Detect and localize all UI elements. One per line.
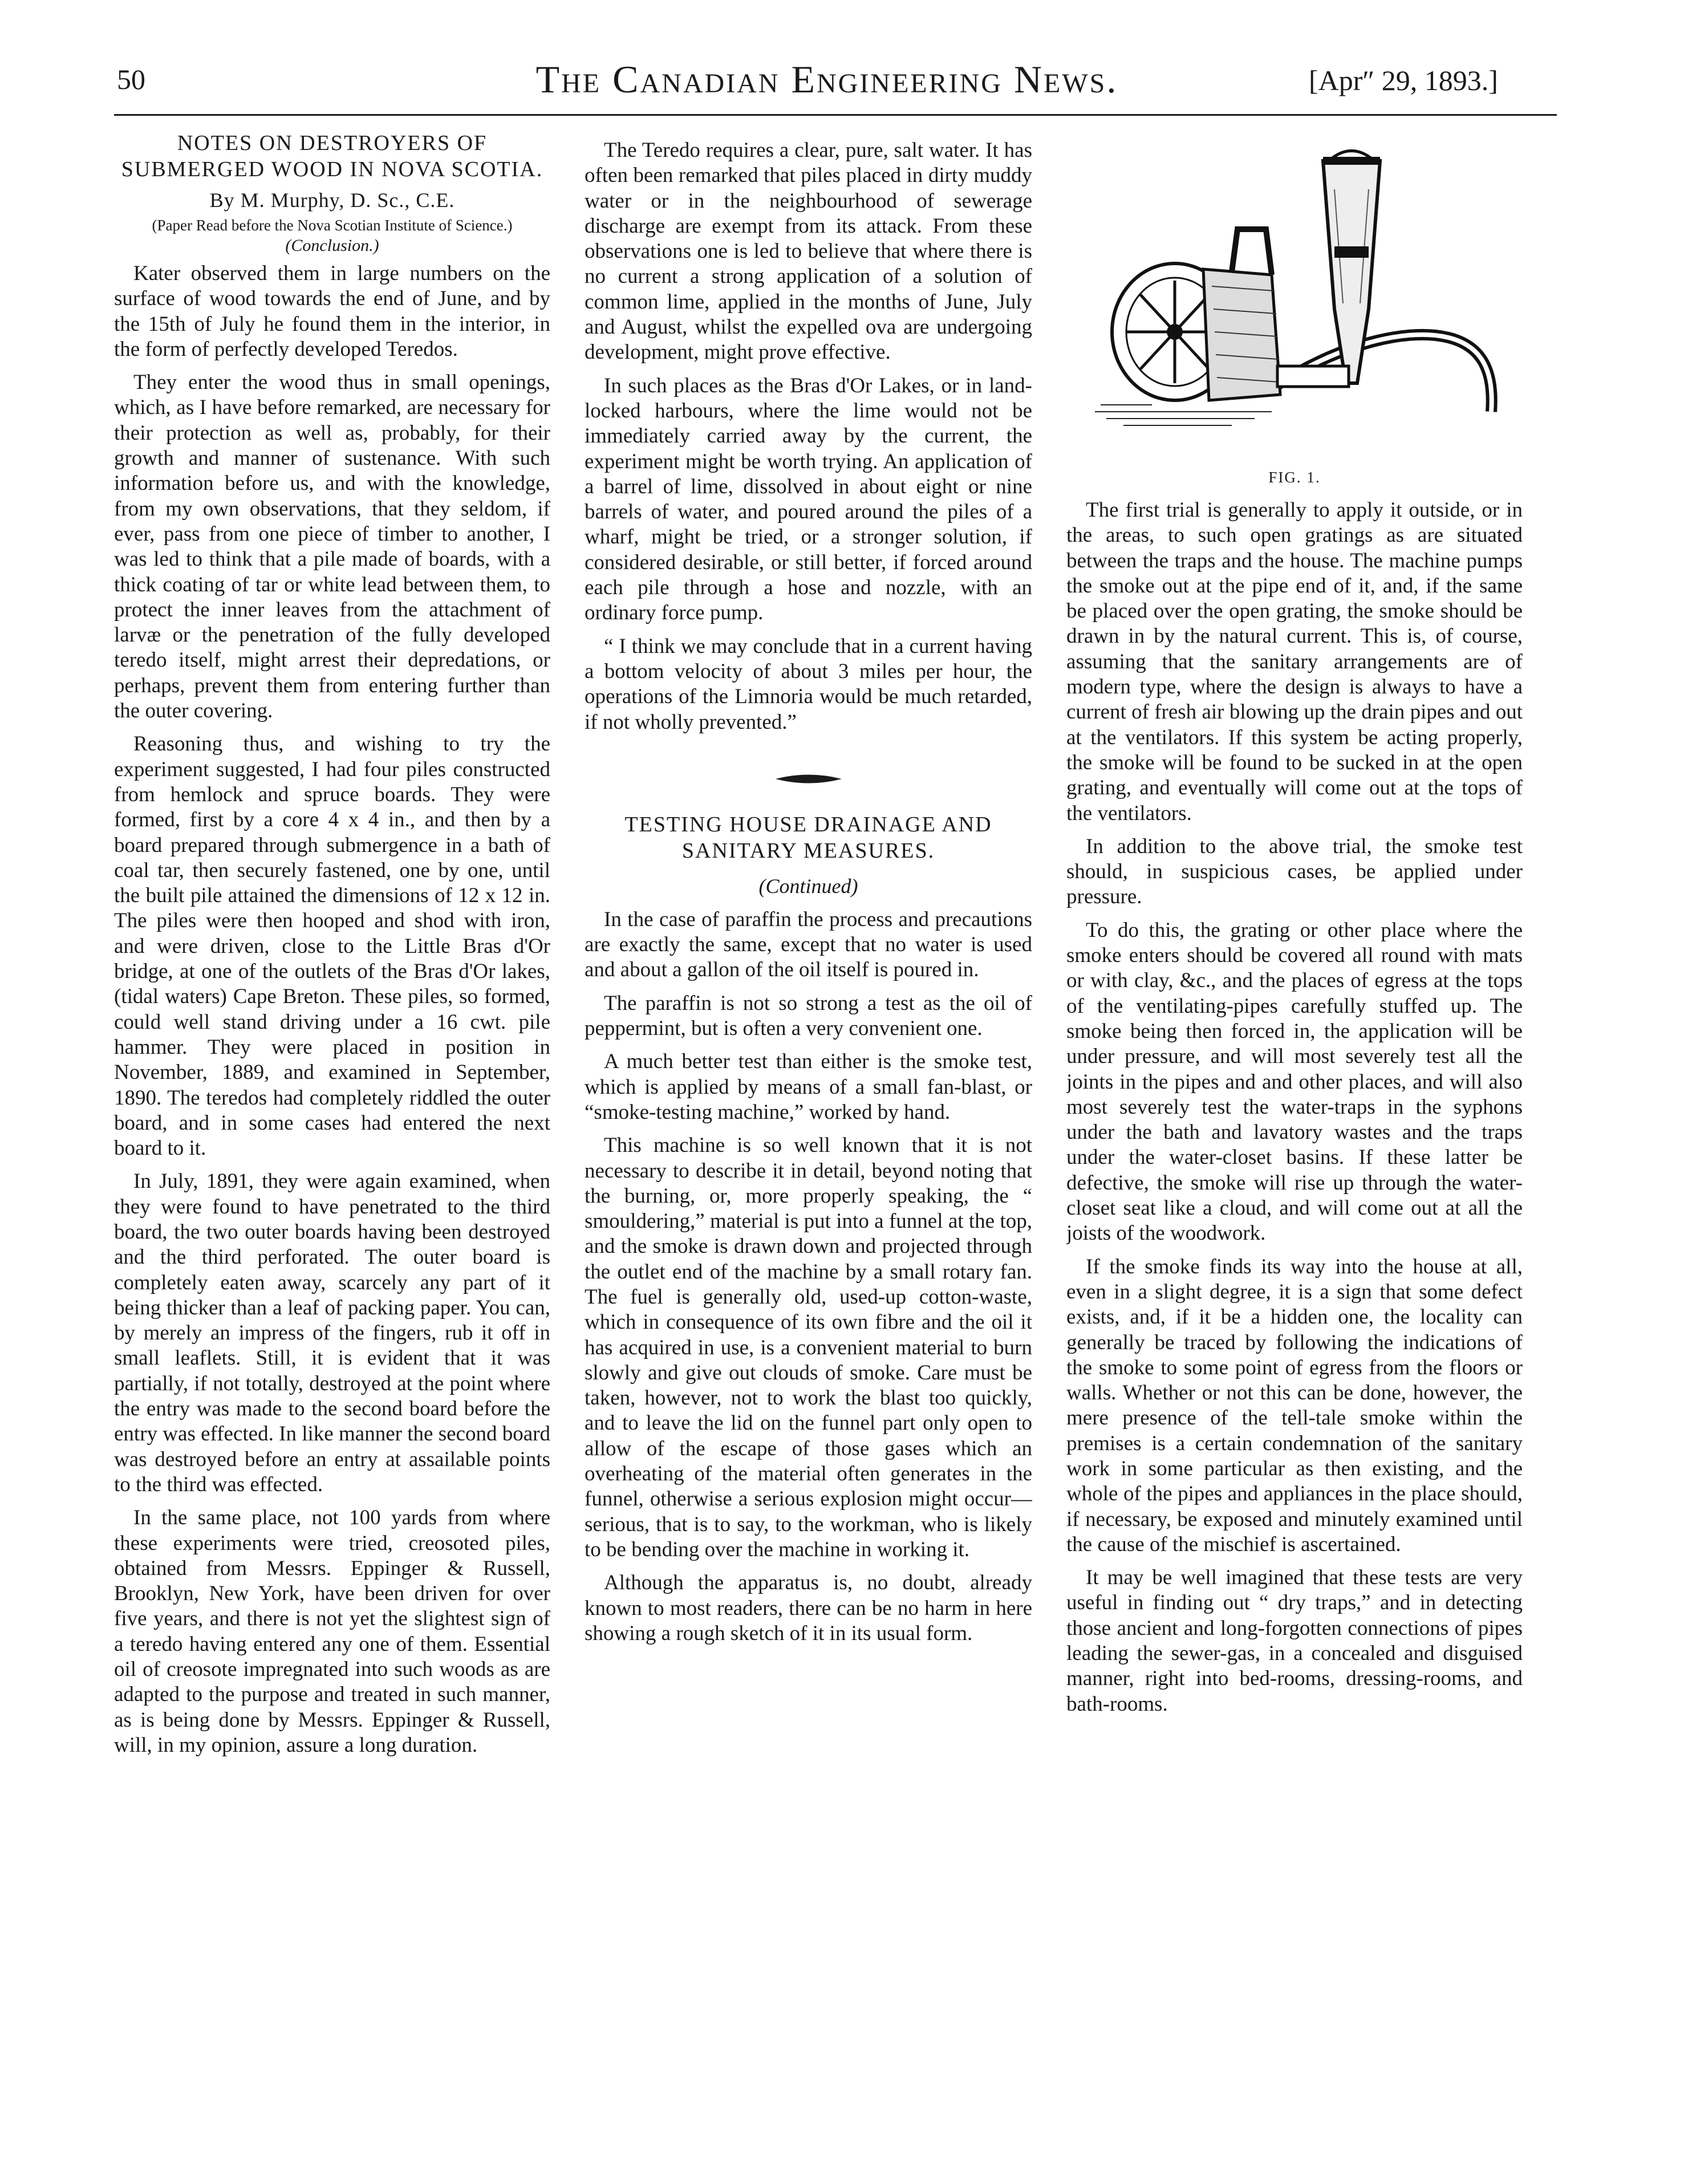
- paragraph: In July, 1891, they were again examined, when they were found to have penetrated to the third board, the two outer boards having been destroyed and the third perforated. The outer board is completely eaten away, scarcely any part of it being thicker than a leaf of packing paper. You can, by merely an impress of the fingers, rub it off in small leaflets. Still, it is evident that it was partially, if not totally, destroyed at the point where the entry was made to the second board before the entry was effected. In like manner the second board was destroyed before an entry at assailable points to the third was effected.: [114, 1170, 550, 1496]
- paragraph: They enter the wood thus in small openings, which, as I have before remarked, are necessary for their protection as well as, probably, for their growth and manner of sustenance. With such information before us, and with the knowledge, from my own observations, that they seldom, if ever, pass from one piece of timber to another, I was led to think that a pile made of boards, with a thick coating of tar or white lead between them, to protect the inner leaves from the attachment of larvæ or the penetration of the fully developed teredo itself, might arrest their depredations, or perhaps, prevent them from entering further than the outer covering.: [114, 371, 550, 723]
- paragraph: The Teredo requires a clear, pure, salt water. It has often been remarked that piles placed in dirty muddy water or in the neighbourhood of sewerage discharge are exempt from its attack. From these observations one is led to believe that where there is no current a strong application of a solution of common lime, applied in the months of June, July and August, whilst the expelled ova are undergoing development, might prove effective.: [585, 139, 1032, 364]
- paragraph: To do this, the grating or other place where the smoke enters should be covered all round with mats or with clay, &c., and the places of egress at the tops of the ventilating-pipes carefully stuffed up. The smoke being then forced in, the application will be under pressure, and will most severely test all the joints in the pipes and and other places, and will also most severely test the water-traps in the syphons under the bath and lavatory wastes and the traps under the water-closet basins. If these latter be defective, the smoke will rise up through the water-closet seat like a cloud, and will come out at all the joists of the woodwork.: [1066, 918, 1523, 1245]
- article-title: NOTES ON DESTROYERS OF SUBMERGED WOOD IN NOVA SCOTIA.: [121, 131, 543, 181]
- paragraph: In addition to the above trial, the smoke test should, in suspicious cases, be applied under pressure.: [1066, 834, 1523, 909]
- paragraph: This machine is so well known that it is not necessary to describe it in detail, beyond noting that the burning, or, more properly speaking, the “ smouldering,” material is put into a funnel at the top, and the smoke is drawn down and projected through the outlet end of the machine by a small rotary fan. The fuel is generally old, used-up cotton-waste, which in consequence of its own fibre and the oil it has acquired in use, is a convenient material to burn slowly and give out clouds of smoke. Care must be taken, however, not to work the blast too quickly, and to leave the lid on the funnel part only open to allow of the escape of those gases which an overheating of the material often generates in the funnel, otherwise a serious explosion might occur—serious, that is to say, to the workman, who is likely to be bending over the machine in working it.: [585, 1134, 1032, 1561]
- page-number: 50: [117, 63, 145, 95]
- paragraph: The paraffin is not so strong a test as the oil of peppermint, but is often a very convenient one.: [585, 991, 1032, 1041]
- paragraph: It may be well imagined that these tests are very useful in finding out “ dry traps,” and in detecting those ancient and long-forgotten connections of pipes leading the sewer-gas, in a concealed and disguised manner, right into bed-rooms, dressing-rooms, and bath-rooms.: [1066, 1566, 1523, 1716]
- article-source-note: (Paper Read before the Nova Scotian Institute of Science.): [152, 217, 513, 234]
- paragraph: In such places as the Bras d'Or Lakes, or in land-locked harbours, where the lime would not be immediately carried away by the current, the experiment might be worth trying. An application of a barrel of lime, dissolved in about eight or nine barrels of water, and poured around the piles of a wharf, might be tried, or a stronger solution, if considered desirable, or still better, if forced around each pile through a hose and nozzle, with an ordinary force pump.: [585, 374, 1032, 625]
- article-status: (Conclusion.): [285, 236, 379, 255]
- article-title: TESTING HOUSE DRAINAGE AND SANITARY MEASURES.: [624, 812, 992, 863]
- issue-date: [Apr″ 29, 1893.]: [1309, 64, 1498, 96]
- paragraph: Kater observed them in large numbers on the surface of wood towards the end of June, and by the 15th of July he found them in the interior, in the form of perfectly developed Teredos.: [114, 262, 550, 361]
- section-divider: [774, 770, 843, 787]
- paragraph: “ I think we may conclude that in a current having a bottom velocity of about 3 miles per hour, the operations of the Limnoria would be much retarded, if not wholly prevented.”: [585, 634, 1032, 734]
- paragraph: In the same place, not 100 yards from where these experiments were tried, creosoted piles, obtained from Messrs. Eppinger & Russell, Brooklyn, New York, have been driven for over five years, and there is not yet the slightest sign of a teredo having entered any one of them. Essential oil of creosote impregnated into such woods as are adapted to the purpose and treated in such manner, as is being done by Messrs. Eppinger & Russell, will, in my opinion, assure a long duration.: [114, 1506, 550, 1757]
- article-byline: By M. Murphy, D. Sc., C.E.: [209, 189, 455, 212]
- figure-smoke-testing-machine: [1066, 144, 1523, 463]
- paragraph: Reasoning thus, and wishing to try the experiment suggested, I had four piles constructed from hemlock and spruce boards. They were formed, first by a core 4 x 4 in., and then by a board prepared through submergence in a bath of coal tar, then securely fastened, one by one, until the built pile attained the dimensions of 12 x 12 in. The piles were then hooped and shod with iron, and were driven, close to the Little Bras d'Or bridge, at one of the outlets of the Bras d'Or lakes, (tidal waters) Cape Breton. These piles, so formed, could well stand driving under a 16 cwt. pile hammer. They were placed in position in November, 1889, and examined in September, 1890. The teredos had completely riddled the outer board, and in some cases had entered the next board to it.: [114, 732, 550, 1160]
- page-header: [0, 0, 1684, 131]
- header-rule: [114, 114, 1557, 116]
- article-status: (Continued): [758, 874, 858, 898]
- paragraph: In the case of paraffin the process and precautions are exactly the same, except that no water is used and about a gallon of the oil itself is poured in.: [585, 907, 1032, 982]
- column-1: [114, 130, 550, 2160]
- paragraph: If the smoke finds its way into the house at all, even in a slight degree, it is a sign that some defect exists, and, if it be a hidden one, the locality can generally be traced by following the indications of the smoke to some point of egress from the floors or walls. Whether or not this can be done, however, the mere presence of the tell-tale smoke within the premises is a certain condemnation of the sanitary work in some particular as then existing, and the whole of the pipes and appliances in the place should, if necessary, be exposed and minutely examined until the cause of the mischief is ascertained.: [1066, 1255, 1523, 1556]
- column-3: [1066, 130, 1523, 2160]
- paragraph: The first trial is generally to apply it outside, or in the areas, to such open gratings as are situated between the traps and the house. The machine pumps the smoke out at the pipe end of it, and, if the same be placed over the open grating, the smoke should be drawn in by the natural current. This is, of course, assuming that the sanitary arrangements are of modern type, where the design is always to have a current of fresh air blowing up the drain pipes and out at the ventilators. If this system be acting properly, the smoke will be found to be sucked in at the open grating, and eventually will come out at the tops of the ventilators.: [1066, 498, 1523, 825]
- column-2: [585, 130, 1032, 2160]
- smoke-machine-illustration: [1084, 144, 1506, 463]
- masthead-title: The Canadian Engineering News.: [535, 58, 1118, 101]
- paragraph: A much better test than either is the smoke test, which is applied by means of a small fan-blast, or “smoke-testing machine,” worked by hand.: [585, 1050, 1032, 1124]
- paragraph: Although the apparatus is, no doubt, already known to most readers, there can be no harm in here showing a rough sketch of it in its usual form.: [585, 1571, 1032, 1645]
- figure-caption: FIG. 1.: [1268, 469, 1321, 486]
